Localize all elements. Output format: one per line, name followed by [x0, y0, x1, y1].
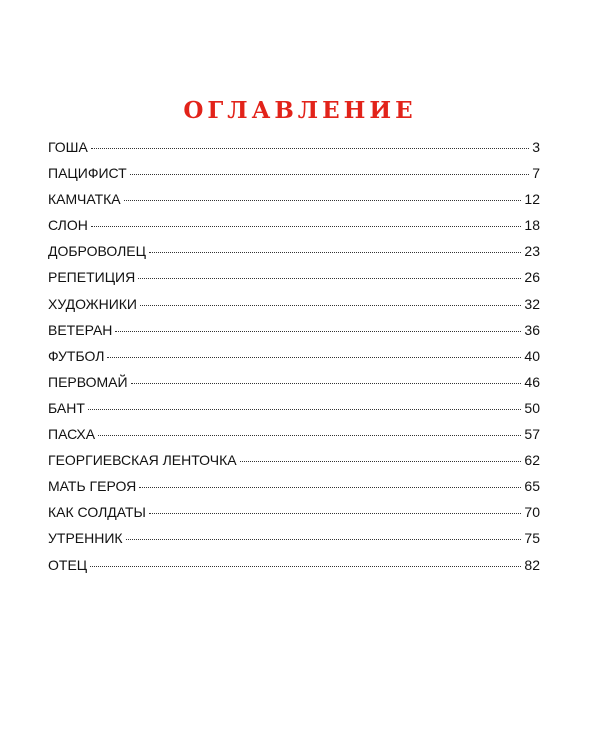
- toc-entry-title: ПЕРВОМАЙ: [48, 373, 128, 390]
- toc-entry: [48, 530, 540, 556]
- toc-entry-title: БАНТ: [48, 399, 85, 416]
- toc-entry-page-number: 3: [532, 139, 540, 155]
- toc-entry: [48, 452, 540, 478]
- dot-leader: [91, 225, 522, 227]
- toc-entry-title: МАТЬ ГЕРОЯ: [48, 478, 137, 495]
- dot-leader: [115, 330, 521, 332]
- dot-leader: [149, 512, 521, 514]
- toc-entry-page-number: 62: [524, 452, 540, 469]
- dot-leader: [90, 565, 521, 567]
- toc-entry-title: КАК СОЛДАТЫ: [48, 504, 146, 521]
- toc-entry-page-number: 57: [524, 426, 540, 443]
- toc-entry-page-number: 75: [524, 530, 540, 547]
- toc-entry-page-number: 12: [524, 191, 540, 208]
- toc-entry-title: ОТЕЦ: [48, 556, 88, 573]
- dot-leader: [240, 460, 522, 462]
- toc-entry-title: СЛОН: [48, 217, 88, 234]
- toc-entry: [48, 504, 540, 530]
- toc-entry-title: ДОБРОВОЛЕЦ: [48, 243, 146, 260]
- toc-entry-title: ГЕОРГИЕВСКАЯ ЛЕНТОЧКА: [48, 452, 237, 469]
- dot-leader: [140, 304, 521, 306]
- toc-entry: [48, 348, 540, 374]
- dot-leader: [126, 538, 522, 540]
- toc-entry-title: КАМЧАТКА: [48, 191, 121, 208]
- dot-leader: [131, 382, 522, 384]
- toc-entry-title: ПАСХА: [48, 426, 96, 443]
- toc-entry: [48, 322, 540, 348]
- toc-entry: [48, 400, 540, 426]
- dot-leader: [88, 408, 522, 410]
- toc-entry: [48, 426, 540, 452]
- dot-leader: [98, 434, 521, 436]
- toc-entry-page-number: 18: [524, 217, 540, 234]
- table-of-contents: [48, 139, 540, 583]
- toc-entry-title: ФУТБОЛ: [48, 347, 105, 364]
- toc-entry-page-number: 7: [532, 165, 540, 182]
- dot-leader: [138, 277, 521, 279]
- toc-entry-title: ГОША: [48, 139, 88, 155]
- toc-entry-page-number: 50: [524, 399, 540, 416]
- toc-entry-title: ПАЦИФИСТ: [48, 165, 127, 182]
- toc-entry-page-number: 26: [524, 269, 540, 286]
- page-title: ОГЛАВЛЕНИЕ: [183, 97, 417, 125]
- toc-entry: [48, 191, 540, 217]
- toc-entry-page-number: 36: [524, 321, 540, 338]
- toc-entry-title: ХУДОЖНИКИ: [48, 295, 137, 312]
- toc-entry: [48, 139, 540, 165]
- toc-entry: [48, 217, 540, 243]
- toc-entry: [48, 243, 540, 269]
- toc-entry-page-number: 70: [524, 504, 540, 521]
- toc-entry: [48, 165, 540, 191]
- dot-leader: [139, 486, 521, 488]
- dot-leader: [124, 199, 522, 201]
- dot-leader: [91, 147, 529, 149]
- toc-entry-title: УТРЕННИК: [48, 530, 123, 547]
- dot-leader: [130, 173, 529, 175]
- toc-entry-page-number: 23: [524, 243, 540, 260]
- toc-entry-title: РЕПЕТИЦИЯ: [48, 269, 136, 286]
- toc-entry: [48, 269, 540, 295]
- toc-entry-page-number: 40: [524, 347, 540, 364]
- toc-entry: [48, 557, 540, 583]
- toc-entry-page-number: 65: [524, 478, 540, 495]
- dot-leader: [107, 356, 521, 358]
- dot-leader: [149, 251, 521, 253]
- toc-entry: [48, 374, 540, 400]
- toc-entry-title: ВЕТЕРАН: [48, 321, 113, 338]
- toc-entry-page-number: 82: [524, 556, 540, 573]
- toc-entry: [48, 478, 540, 504]
- toc-entry-page-number: 32: [524, 295, 540, 312]
- toc-entry: [48, 296, 540, 322]
- toc-entry-page-number: 46: [524, 373, 540, 390]
